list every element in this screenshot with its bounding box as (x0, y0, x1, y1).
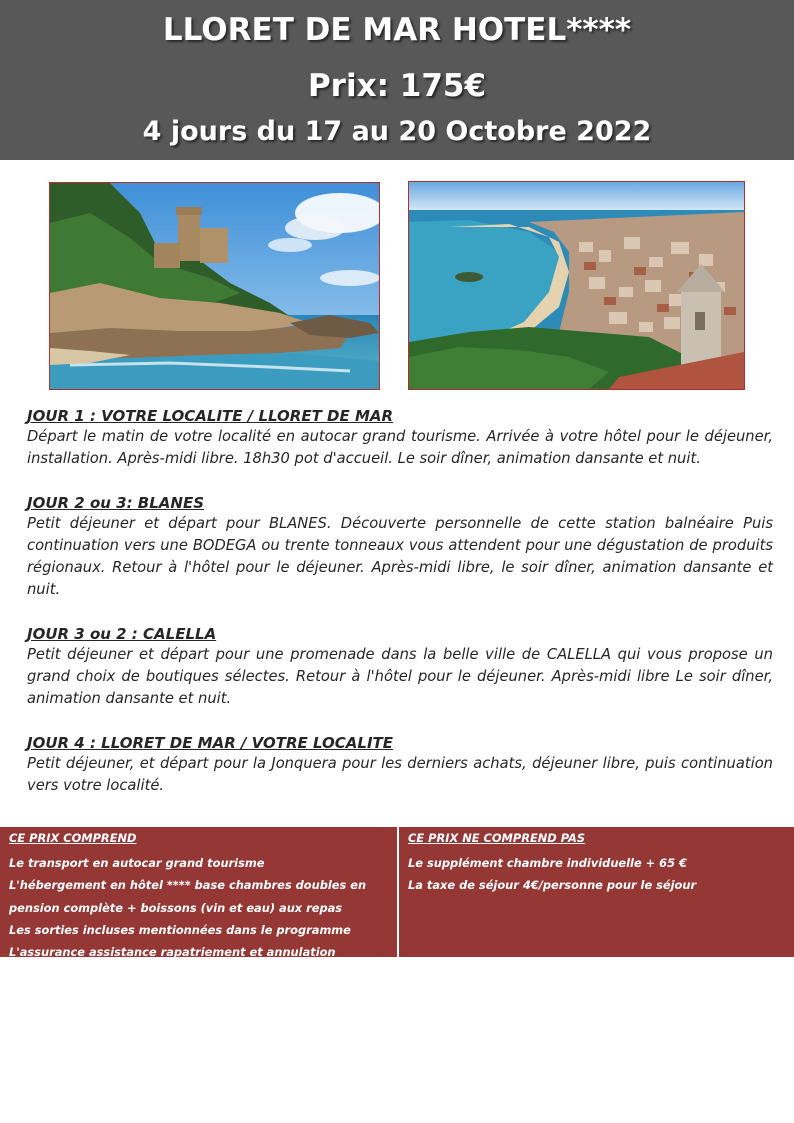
day-description: Petit déjeuner et départ pour BLANES. Découverte personnelle de cette station balnéaire Puis continuation vers une BODEGA ou trente tonneaux vous attendent pour une dégustation de produits régionaux. Retour à l'hôtel pour le déjeuner. Après-midi libre, le soir dîner, animation dansante et nuit. (27, 514, 773, 599)
dates-title: 4 jours du 17 au 20 Octobre 2022 (142, 116, 652, 147)
includes-title: CE PRIX COMPREND (9, 831, 137, 845)
day-description: Départ le matin de votre localité en autocar grand tourisme. Arrivée à votre hôtel pour le déjeuner, installation. Après-midi libre. 18h30 pot d'accueil. Le soir dîner, animation dansante et nuit. (27, 428, 773, 468)
page-header (0, 0, 794, 160)
day-2 (27, 493, 773, 602)
includes-item: Les sorties incluses mentionnées dans le programme (9, 922, 351, 937)
program-section (27, 406, 773, 819)
excludes-item: La taxe de séjour 4€/personne pour le séjour (408, 878, 697, 893)
price-title: Prix: 175€ (307, 68, 487, 104)
day-title: JOUR 3 ou 2 : CALELLA (27, 624, 217, 643)
day-title: JOUR 4 : LLORET DE MAR / VOTRE LOCALITE (27, 733, 394, 752)
excludes-item: Le supplément chambre individuelle + 65 € (408, 856, 687, 870)
day-description: Petit déjeuner, et départ pour la Jonquera pour les derniers achats, déjeuner libre, puis continuation vers votre localité. (27, 754, 773, 794)
hotel-title: LLORET DE MAR HOTEL**** (162, 12, 632, 48)
day-1 (27, 406, 773, 471)
price-includes-box (0, 827, 397, 960)
castle-coast-photo (49, 182, 380, 390)
day-title: JOUR 1 : VOTRE LOCALITE / LLORET DE MAR (27, 407, 394, 425)
includes-item: Le transport en autocar grand tourisme (9, 856, 265, 870)
bay-town-photo (408, 181, 745, 390)
day-3 (27, 624, 773, 711)
price-excludes-box (399, 827, 794, 957)
excludes-title: CE PRIX NE COMPREND PAS (408, 831, 586, 845)
includes-item: L'assurance assistance rapatriement et annulation (9, 945, 336, 960)
day-description: Petit déjeuner et départ pour une promenade dans la belle ville de CALELLA qui vous propose un grand choix de boutiques sélectes. Retour à l'hôtel pour le déjeuner. Après-midi libre Le soir dîner, animation dansante et nuit. (27, 645, 773, 708)
includes-item: L'hébergement en hôtel **** base chambres doubles en pension complète + boissons (vin et eau) aux repas (9, 878, 367, 915)
day-4 (27, 733, 773, 798)
day-title: JOUR 2 ou 3: BLANES (27, 493, 205, 512)
